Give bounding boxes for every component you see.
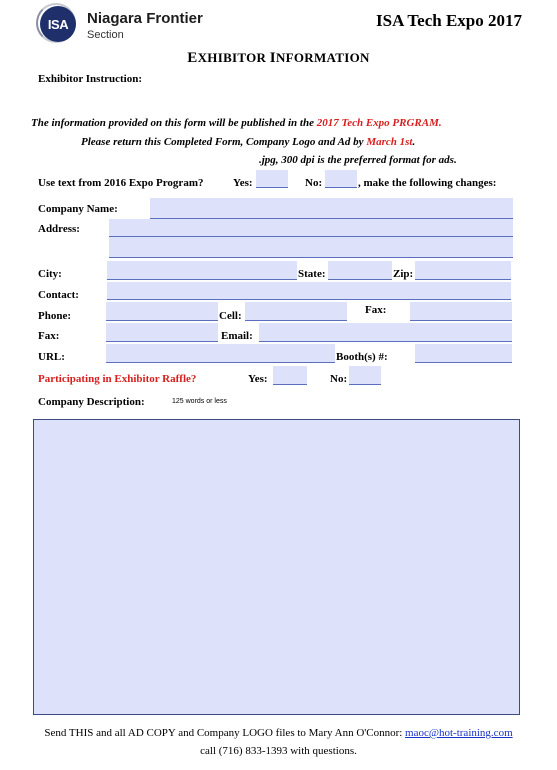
raffle-yes-label: Yes: (248, 373, 268, 385)
footer-instructions: Send THIS and all AD COPY and Company LOGO files to Mary Ann O'Connor: (44, 727, 406, 739)
raffle-no-field[interactable] (349, 366, 381, 385)
exhibitor-instruction-label: Exhibitor Instruction: (38, 73, 143, 85)
use-text-no-label: No: (305, 177, 323, 189)
cell-field[interactable] (245, 302, 347, 321)
address-line-1-field[interactable] (109, 219, 513, 237)
heading-initial-1: E (187, 50, 198, 66)
org-sub: Section (87, 29, 124, 41)
page-heading (0, 50, 557, 67)
state-field[interactable] (328, 261, 392, 280)
info-line-2-text: Please return this Completed Form, Company Logo and Ad by (81, 136, 367, 148)
company-description-hint: 125 words or less (172, 398, 227, 405)
use-text-yes-field[interactable] (256, 170, 288, 188)
raffle-yes-field[interactable] (273, 366, 307, 385)
info-line-1-text: The information provided on this form will be published in the (31, 117, 317, 129)
contact-label: Contact: (38, 289, 79, 301)
logo-mark-text: ISA (47, 16, 69, 32)
contact-email-link[interactable]: maoc@hot-training.com (405, 727, 513, 739)
info-line-2 (81, 136, 415, 148)
info-line-2-end: . (412, 136, 416, 148)
fax-field[interactable] (106, 323, 218, 342)
use-text-tail: , make the following changes: (358, 177, 497, 189)
footer-line-1 (0, 727, 557, 739)
info-line-1 (31, 117, 442, 129)
fax-right-label: Fax: (365, 304, 387, 316)
fax-right-field[interactable] (410, 302, 512, 321)
state-label: State: (298, 268, 326, 280)
address-line-2-field[interactable] (109, 237, 513, 258)
phone-field[interactable] (106, 302, 218, 321)
company-name-field[interactable] (150, 198, 513, 219)
url-label: URL: (38, 351, 65, 363)
email-label: Email: (221, 330, 253, 342)
city-field[interactable] (107, 261, 297, 280)
org-name: Niagara Frontier (87, 10, 203, 27)
contact-field[interactable] (107, 282, 511, 300)
url-field[interactable] (106, 344, 335, 363)
booths-label: Booth(s) #: (336, 351, 388, 363)
heading-initial-2: I (269, 50, 276, 66)
company-description-field[interactable] (33, 419, 520, 715)
use-text-question: Use text from 2016 Expo Program? (38, 177, 204, 189)
document-title: ISA Tech Expo 2017 (376, 11, 522, 30)
zip-field[interactable] (415, 261, 511, 280)
raffle-no-label: No: (330, 373, 348, 385)
zip-label: Zip: (393, 268, 414, 280)
company-name-label: Company Name: (38, 203, 118, 215)
deadline-date: March 1st (366, 136, 413, 148)
city-label: City: (38, 268, 62, 280)
info-line-3: .jpg, 300 dpi is the preferred format for ads. (259, 154, 457, 166)
raffle-question: Participating in Exhibitor Raffle? (38, 373, 197, 385)
heading-word-2: NFORMATION (275, 50, 370, 65)
cell-label: Cell: (219, 310, 242, 322)
company-description-label: Company Description: (38, 396, 145, 408)
address-label: Address: (38, 223, 80, 235)
use-text-yes-label: Yes: (233, 177, 253, 189)
footer-line-2: call (716) 833-1393 with questions. (200, 745, 357, 757)
program-name: 2017 Tech Expo PRGRAM (316, 117, 439, 129)
email-field[interactable] (259, 323, 512, 342)
booths-field[interactable] (415, 344, 512, 363)
phone-label: Phone: (38, 310, 71, 322)
isa-logo (40, 6, 76, 42)
fax-label: Fax: (38, 330, 60, 342)
info-line-1-end: . (438, 117, 442, 129)
heading-word-1: XHIBITOR (197, 50, 267, 65)
use-text-no-field[interactable] (325, 170, 357, 188)
